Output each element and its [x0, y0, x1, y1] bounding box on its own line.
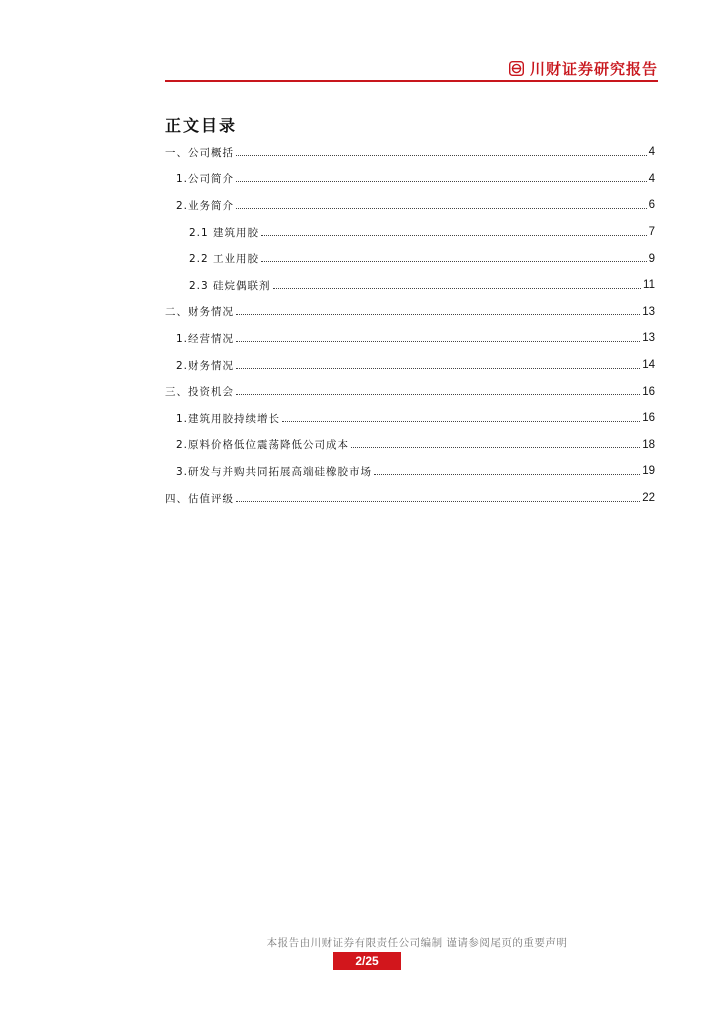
page-number: 2/25 [333, 952, 401, 970]
company-logo-icon [509, 61, 524, 76]
toc-entry-page: 16 [642, 412, 655, 425]
header-rule [165, 80, 658, 82]
toc-entry[interactable] [165, 458, 655, 485]
toc-dot-leader [351, 447, 640, 448]
toc-entry-page: 4 [648, 172, 655, 185]
toc-entry[interactable] [165, 272, 655, 299]
toc-entry-title: 三、投资机会 [165, 386, 234, 399]
toc-entry-title: 四、估值评级 [165, 492, 234, 505]
toc-dot-leader [236, 368, 640, 369]
toc-entry-title: 2.3 硅烷偶联剂 [189, 279, 271, 292]
toc-dot-leader [236, 181, 647, 182]
toc-dot-leader [236, 501, 640, 502]
toc-entry[interactable] [165, 192, 655, 219]
report-header [509, 58, 658, 79]
toc-entry[interactable] [165, 378, 655, 405]
toc-dot-leader [236, 155, 647, 156]
toc-entry-page: 7 [648, 226, 655, 239]
toc-entry-title: 1.公司简介 [176, 173, 235, 186]
toc-entry[interactable] [165, 432, 655, 459]
toc-entry-title: 3.研发与并购共同拓展高端硅橡胶市场 [176, 465, 373, 478]
toc-entry-page: 13 [642, 305, 655, 318]
toc-dot-leader [236, 341, 640, 342]
toc-dot-leader [261, 261, 647, 262]
toc-entry[interactable] [165, 299, 655, 326]
toc-entry[interactable] [165, 219, 655, 246]
toc-entry-page: 16 [642, 385, 655, 398]
toc-entry-page: 6 [648, 199, 655, 212]
toc-entry-title: 一、公司概括 [165, 146, 234, 159]
toc-dot-leader [282, 421, 640, 422]
toc-dot-leader [236, 394, 640, 395]
toc-dot-leader [374, 474, 640, 475]
toc-entry-title: 2.业务简介 [176, 199, 235, 212]
toc-entry-title: 2.2 工业用胶 [189, 253, 260, 266]
brand-name: 川财证券研究报告 [529, 60, 658, 78]
toc-entry-page: 4 [648, 146, 655, 159]
toc-entry[interactable] [165, 245, 655, 272]
disclaimer-note: 本报告由川财证券有限责任公司编制 谨请参阅尾页的重要声明 [266, 937, 568, 949]
toc-dot-leader [236, 208, 647, 209]
toc-entry-title: 2.1 建筑用胶 [189, 226, 260, 239]
toc-entry-title: 2.原料价格低位震荡降低公司成本 [176, 439, 350, 452]
toc-entry-title: 1.经营情况 [176, 332, 235, 345]
toc-dot-leader [236, 314, 640, 315]
toc-entry[interactable] [165, 405, 655, 432]
toc-entry-page: 22 [642, 492, 655, 505]
toc-entry[interactable] [165, 352, 655, 379]
toc-title: 正文目录 [165, 116, 238, 135]
toc-dot-leader [261, 235, 647, 236]
toc-entry-page: 19 [642, 465, 655, 478]
toc-entry-page: 9 [648, 252, 655, 265]
toc-entry-page: 13 [642, 332, 655, 345]
toc-entry-title: 1.建筑用胶持续增长 [176, 412, 281, 425]
toc-entry[interactable] [165, 166, 655, 193]
toc-entry[interactable] [165, 485, 655, 512]
toc-entry-page: 14 [642, 359, 655, 372]
toc-entry[interactable] [165, 325, 655, 352]
toc-list [165, 139, 655, 511]
toc-entry[interactable] [165, 139, 655, 166]
toc-dot-leader [273, 288, 642, 289]
toc-entry-title: 二、财务情况 [165, 306, 234, 319]
toc-entry-page: 18 [642, 438, 655, 451]
toc-entry-page: 11 [643, 279, 655, 292]
toc-entry-title: 2.财务情况 [176, 359, 235, 372]
